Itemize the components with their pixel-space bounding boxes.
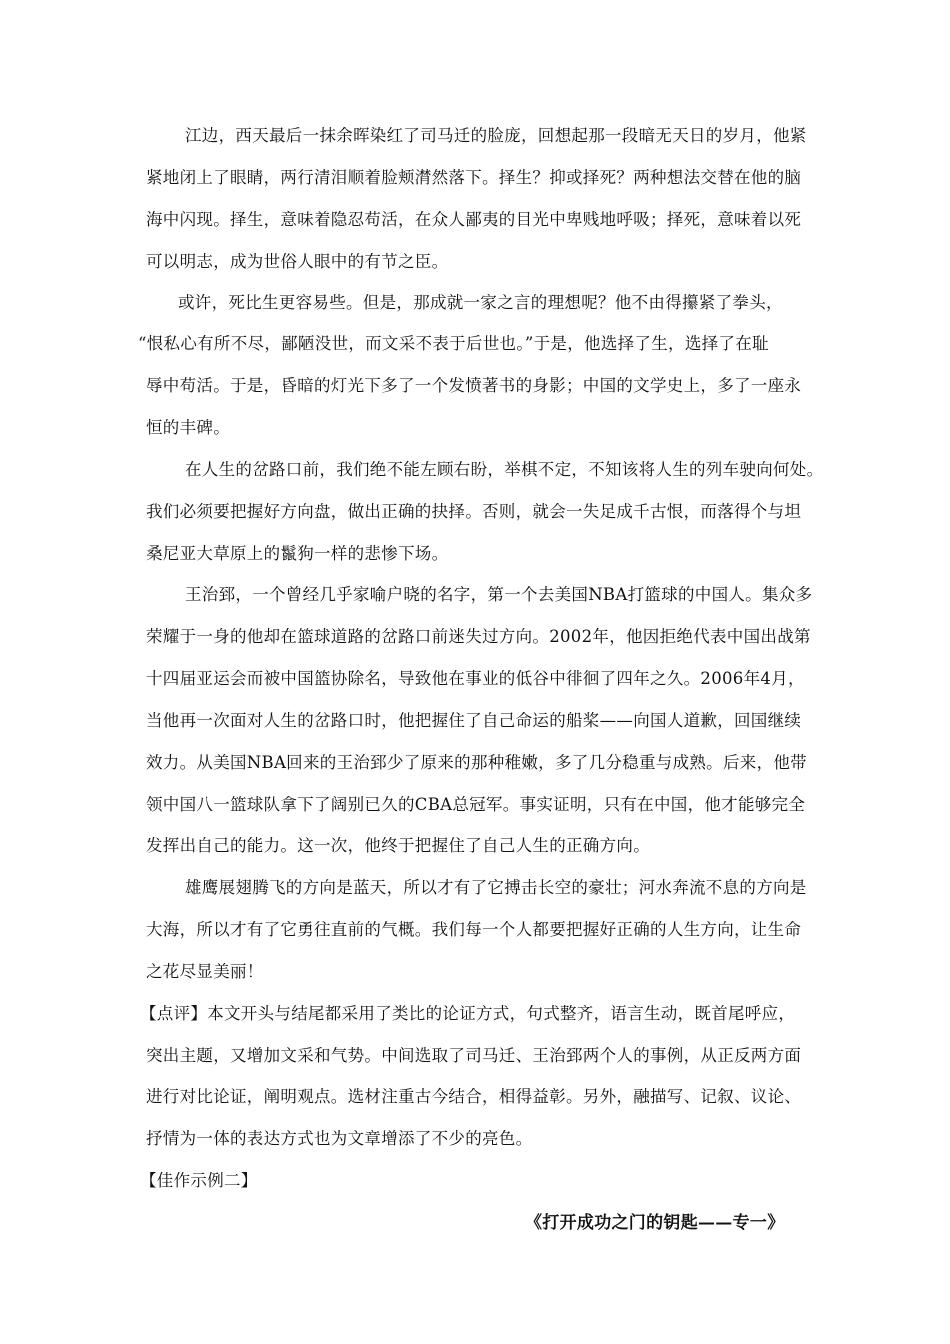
review-line: 进行对比论证，阐明观点。选材注重古今结合，相得益彰。另外，融描写、记叙、议论、 [146,1087,802,1106]
text-line: 当他再一次面对人生的岔路口时，他把握住了自己命运的船桨——向国人道歉，回国继续 [146,711,802,730]
text-line: 荣耀于一身的他却在篮球道路的岔路口前迷失过方向。2002年，他因拒绝代表中国出战第 [146,627,811,646]
text-line: 海中闪现。择生，意味着隐忍苟活，在众人鄙夷的目光中卑贱地呼吸；择死，意味着以死 [146,210,802,229]
text-line: “恨私心有所不尽，鄙陋没世，而文采不表于后世也。”于是，他选择了生，选择了在耻 [138,334,769,353]
text-line: 我们必须要把握好方向盘，做出正确的抉择。否则，就会一失足成千古恨，而落得个与坦 [146,502,802,521]
text-line: 之花尽显美丽！ [146,962,264,981]
text-line: 王治郅，一个曾经几乎家喻户晓的名字，第一个去美国NBA打篮球的中国人。集众多 [185,585,813,604]
text-line: 大海，所以才有了它勇往直前的气概。我们每一个人都要把握好正确的人生方向，让生命 [146,920,802,939]
text-line: 发挥出自己的能力。这一次，他终于把握住了自己人生的正确方向。 [146,836,650,855]
text-line: 恒的丰碑。 [146,418,230,437]
text-line: 或许，死比生更容易些。但是，那成就一家之言的理想呢？他不由得攥紧了拳头， [178,293,783,312]
text-line: 辱中苟活。于是，昏暗的灯光下多了一个发愤著书的身影；中国的文学史上，多了一座永 [146,376,802,395]
section-heading: 【佳作示例二】 [140,1171,258,1190]
text-line: 紧地闭上了眼睛，两行清泪顺着脸颊潸然落下。择生？抑或择死？两种想法交替在他的脑 [146,168,802,187]
text-line: 桑尼亚大草原上的鬣狗一样的悲惨下场。 [146,544,449,563]
review-line: 【点评】本文开头与结尾都采用了类比的论证方式，句式整齐，语言生动，既首尾呼应， [140,1004,796,1023]
text-line: 江边，西天最后一抹余晖染红了司马迁的脸庞，回想起那一段暗无天日的岁月，他紧 [185,126,807,145]
text-line: 可以明志，成为世俗人眼中的有节之臣。 [146,252,449,271]
essay-title: 《打开成功之门的钥匙——专一》 [525,1213,785,1233]
text-line: 十四届亚运会而被中国篮协除名，导致他在事业的低谷中徘徊了四年之久。2006年4月， [146,669,805,688]
review-line: 抒情为一体的表达方式也为文章增添了不少的亮色。 [146,1129,533,1148]
text-line: 在人生的岔路口前，我们绝不能左顾右盼，举棋不定，不知该将人生的列车驶向何处。 [185,460,824,479]
text-line: 效力。从美国NBA回来的王治郅少了原来的那种稚嫩，多了几分稳重与成熟。后来，他带 [146,753,807,772]
text-line: 雄鹰展翅腾飞的方向是蓝天，所以才有了它搏击长空的豪壮；河水奔流不息的方向是 [185,878,807,897]
text-line: 领中国八一篮球队拿下了阔别已久的CBA总冠军。事实证明，只有在中国，他才能够完全 [146,795,806,814]
review-line: 突出主题，又增加文采和气势。中间选取了司马迁、王治郅两个人的事例，从正反两方面 [146,1046,802,1065]
